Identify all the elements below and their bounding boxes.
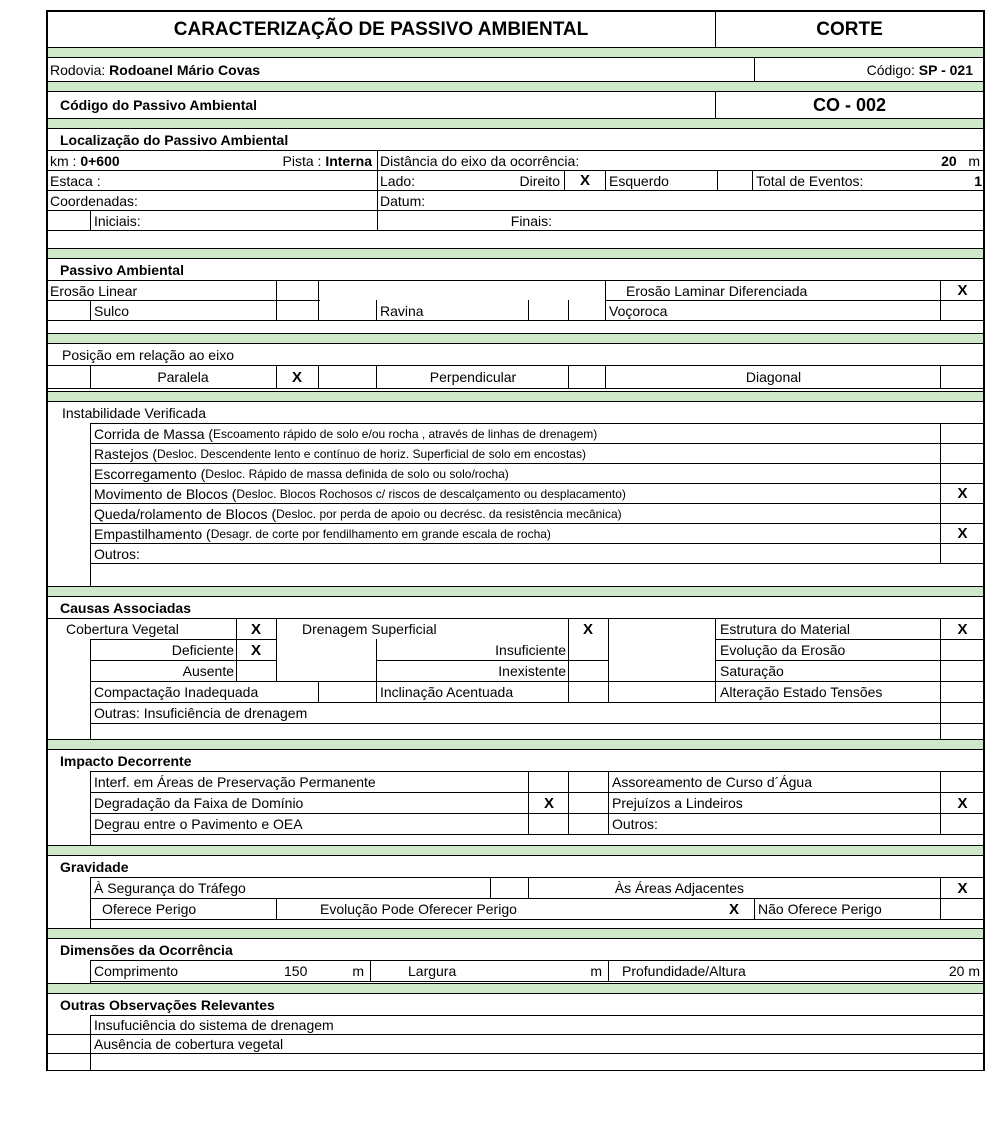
erosao-laminar-checkbox[interactable]: X (957, 282, 968, 299)
drenagem-checkbox[interactable]: X (582, 620, 593, 638)
pista-value: Interna (325, 152, 372, 169)
estrutura-checkbox[interactable]: X (957, 620, 968, 638)
separator-band (47, 586, 984, 596)
esquerdo-label: Esquerdo (609, 172, 669, 189)
instabilidade-outros-label: Outros: (94, 545, 140, 562)
comprimento-unit: m (352, 963, 364, 979)
oferece-label: Oferece Perigo (102, 901, 197, 917)
instabilidade-item (92, 444, 938, 463)
comprimento-value: 150 (284, 963, 308, 979)
degradacao-checkbox[interactable]: X (543, 794, 554, 812)
evolucao-label: Evolução da Erosão (720, 642, 846, 658)
impacto-title: Impacto Decorrente (60, 753, 192, 769)
pista-label: Pista : (282, 152, 322, 169)
instabilidade-item-desc: Desloc. Blocos Rochosos c/ riscos de descalçamento ou desplacamento) (236, 486, 626, 501)
separator-band (47, 47, 984, 57)
datum-label: Datum: (380, 192, 426, 209)
iniciais-label: Iniciais: (94, 212, 141, 229)
instabilidade-item-name: Escorregamento ( (94, 465, 206, 482)
instabilidade-checkbox[interactable] (942, 424, 983, 443)
instabilidade-item-desc: Desagr. de corte por fendilhamento em grande escala de rocha) (210, 526, 551, 541)
posicao-title: Posição em relação ao eixo (62, 347, 234, 363)
lado-label: Lado: (380, 172, 416, 189)
saturacao-label: Saturação (720, 663, 784, 679)
deficiente-label: Deficiente (171, 642, 234, 658)
instabilidade-item-name: Queda/rolamento de Blocos ( (94, 505, 277, 522)
evolucao-perigo-checkbox[interactable]: X (728, 900, 739, 918)
total-eventos-label: Total de Eventos: (756, 172, 864, 189)
dimensoes-title: Dimensões da Ocorrência (60, 942, 233, 958)
prejuizos-checkbox[interactable]: X (957, 794, 968, 812)
instabilidade-item-name: Movimento de Blocos ( (94, 485, 237, 502)
assoreamento-label: Assoreamento de Curso d´Água (612, 774, 812, 790)
vocoroca-label: Voçoroca (609, 302, 668, 319)
sulco-label: Sulco (94, 302, 130, 319)
profundidade-unit: m (968, 963, 980, 979)
observacoes-title: Outras Observações Relevantes (60, 997, 275, 1013)
separator-band (47, 333, 984, 343)
instabilidade-checkbox[interactable]: X (957, 525, 968, 542)
codigo-passivo-label: Código do Passivo Ambiental (60, 97, 258, 113)
comprimento-label: Comprimento (94, 963, 179, 979)
instabilidade-checkbox[interactable]: X (957, 485, 968, 502)
separator-band (47, 391, 984, 401)
coordenadas-label: Coordenadas: (50, 192, 138, 209)
total-eventos-value: 1 (974, 172, 982, 189)
instabilidade-item-desc: Desloc. por perda de apoio ou decrésc. da resistência mecânica) (276, 506, 622, 521)
separator-band (47, 248, 984, 258)
form-title: CARACTERIZAÇÃO DE PASSIVO AMBIENTAL (173, 19, 589, 40)
perpendicular-label: Perpendicular (429, 369, 517, 385)
inclinacao-label: Inclinação Acentuada (380, 684, 514, 700)
areas-checkbox[interactable]: X (957, 879, 968, 897)
observacao-line: Ausência de cobertura vegetal (94, 1036, 284, 1052)
largura-unit: m (590, 963, 602, 979)
instabilidade-item (92, 524, 938, 543)
distancia-field (880, 151, 982, 170)
separator-band (47, 983, 984, 993)
separator-band (47, 118, 984, 128)
separator-band (47, 739, 984, 749)
gravidade-title: Gravidade (60, 859, 129, 875)
instabilidade-item (92, 504, 938, 523)
instabilidade-item (92, 484, 938, 503)
interf-label: Interf. em Áreas de Preservação Permanente (94, 774, 376, 790)
km-label: km : (50, 152, 77, 169)
erosao-linear-label: Erosão Linear (50, 282, 138, 299)
codigo-value: SP - 021 (918, 61, 973, 78)
instabilidade-checkbox[interactable] (942, 504, 983, 523)
seguranca-label: À Segurança do Tráfego (94, 880, 246, 896)
passivo-title: Passivo Ambiental (60, 262, 184, 278)
km-value: 0+600 (80, 152, 120, 169)
separator-band (47, 845, 984, 855)
km-field (48, 151, 188, 170)
profundidade-label: Profundidade/Altura (622, 963, 746, 979)
instabilidade-item-name: Rastejos ( (94, 445, 158, 462)
distancia-unit: m (968, 152, 980, 169)
localizacao-title: Localização do Passivo Ambiental (60, 132, 289, 148)
impacto-outros-label: Outros: (612, 816, 658, 832)
instabilidade-item-desc: Desloc. Descendente lento e contínuo de horiz. Superficial de solo em encostas) (157, 446, 586, 461)
evolucao-perigo-label: Evolução Pode Oferecer Perigo (320, 901, 517, 917)
cobertura-checkbox[interactable]: X (250, 620, 261, 638)
instabilidade-item (92, 464, 938, 483)
outras-causas-label: Outras: Insuficiência de drenagem (94, 705, 308, 721)
inexistente-label: Inexistente (498, 663, 566, 679)
separator-band (47, 928, 984, 938)
drenagem-label: Drenagem Superficial (302, 621, 437, 637)
separator-band (47, 81, 984, 91)
form-type: CORTE (816, 19, 883, 40)
estrutura-label: Estrutura do Material (720, 621, 850, 637)
rodovia-row (48, 58, 548, 81)
instabilidade-checkbox[interactable] (942, 444, 983, 463)
codigo-label: Código: (866, 61, 915, 78)
degrau-label: Degrau entre o Pavimento e OEA (94, 816, 303, 832)
causas-title: Causas Associadas (60, 600, 191, 616)
profundidade-field (860, 961, 982, 981)
diagonal-label: Diagonal (745, 369, 802, 385)
pista-field (230, 151, 374, 170)
instabilidade-item-desc: Desloc. Rápido de massa definida de solo ou solo/rocha) (205, 466, 509, 481)
direito-label: Direito (519, 172, 560, 189)
insuficiente-label: Insuficiente (495, 642, 566, 658)
estaca-label: Estaca : (50, 172, 101, 189)
codigo-row (755, 58, 975, 81)
profundidade-value: 20 (948, 963, 965, 979)
erosao-laminar-label: Erosão Laminar Diferenciada (626, 282, 808, 299)
prejuizos-label: Prejuízos a Lindeiros (612, 795, 743, 811)
alteracao-label: Alteração Estado Tensões (720, 684, 883, 700)
direito-checkbox[interactable]: X (579, 172, 590, 189)
instabilidade-item-desc: Escoamento rápido de solo e/ou rocha , através de linhas de drenagem) (213, 426, 598, 441)
paralela-label: Paralela (157, 369, 209, 385)
compactacao-label: Compactação Inadequada (94, 684, 259, 700)
instabilidade-title: Instabilidade Verificada (62, 405, 206, 421)
rodovia-value: Rodoanel Mário Covas (109, 61, 261, 78)
distancia-value: 20 (941, 152, 957, 169)
distancia-label: Distância do eixo da ocorrência: (380, 152, 580, 169)
rodovia-label: Rodovia: (50, 61, 106, 78)
degradacao-label: Degradação da Faixa de Domínio (94, 795, 304, 811)
largura-label: Largura (408, 963, 457, 979)
ravina-label: Ravina (380, 302, 424, 319)
cobertura-label: Cobertura Vegetal (66, 621, 179, 637)
observacao-line: Insufuciência do sistema de drenagem (94, 1017, 334, 1033)
instabilidade-item (92, 424, 938, 443)
ausente-label: Ausente (182, 663, 234, 679)
paralela-checkbox[interactable]: X (291, 368, 302, 386)
instabilidade-item-name: Empastilhamento ( (94, 525, 211, 542)
finais-label: Finais: (510, 212, 552, 229)
instabilidade-item-name: Corrida de Massa ( (94, 425, 214, 442)
deficiente-checkbox[interactable]: X (250, 641, 261, 659)
areas-label: Às Áreas Adjacentes (614, 880, 744, 896)
instabilidade-checkbox[interactable] (942, 464, 983, 483)
codigo-passivo-value: CO - 002 (812, 95, 887, 115)
nao-oferece-label: Não Oferece Perigo (758, 901, 882, 917)
